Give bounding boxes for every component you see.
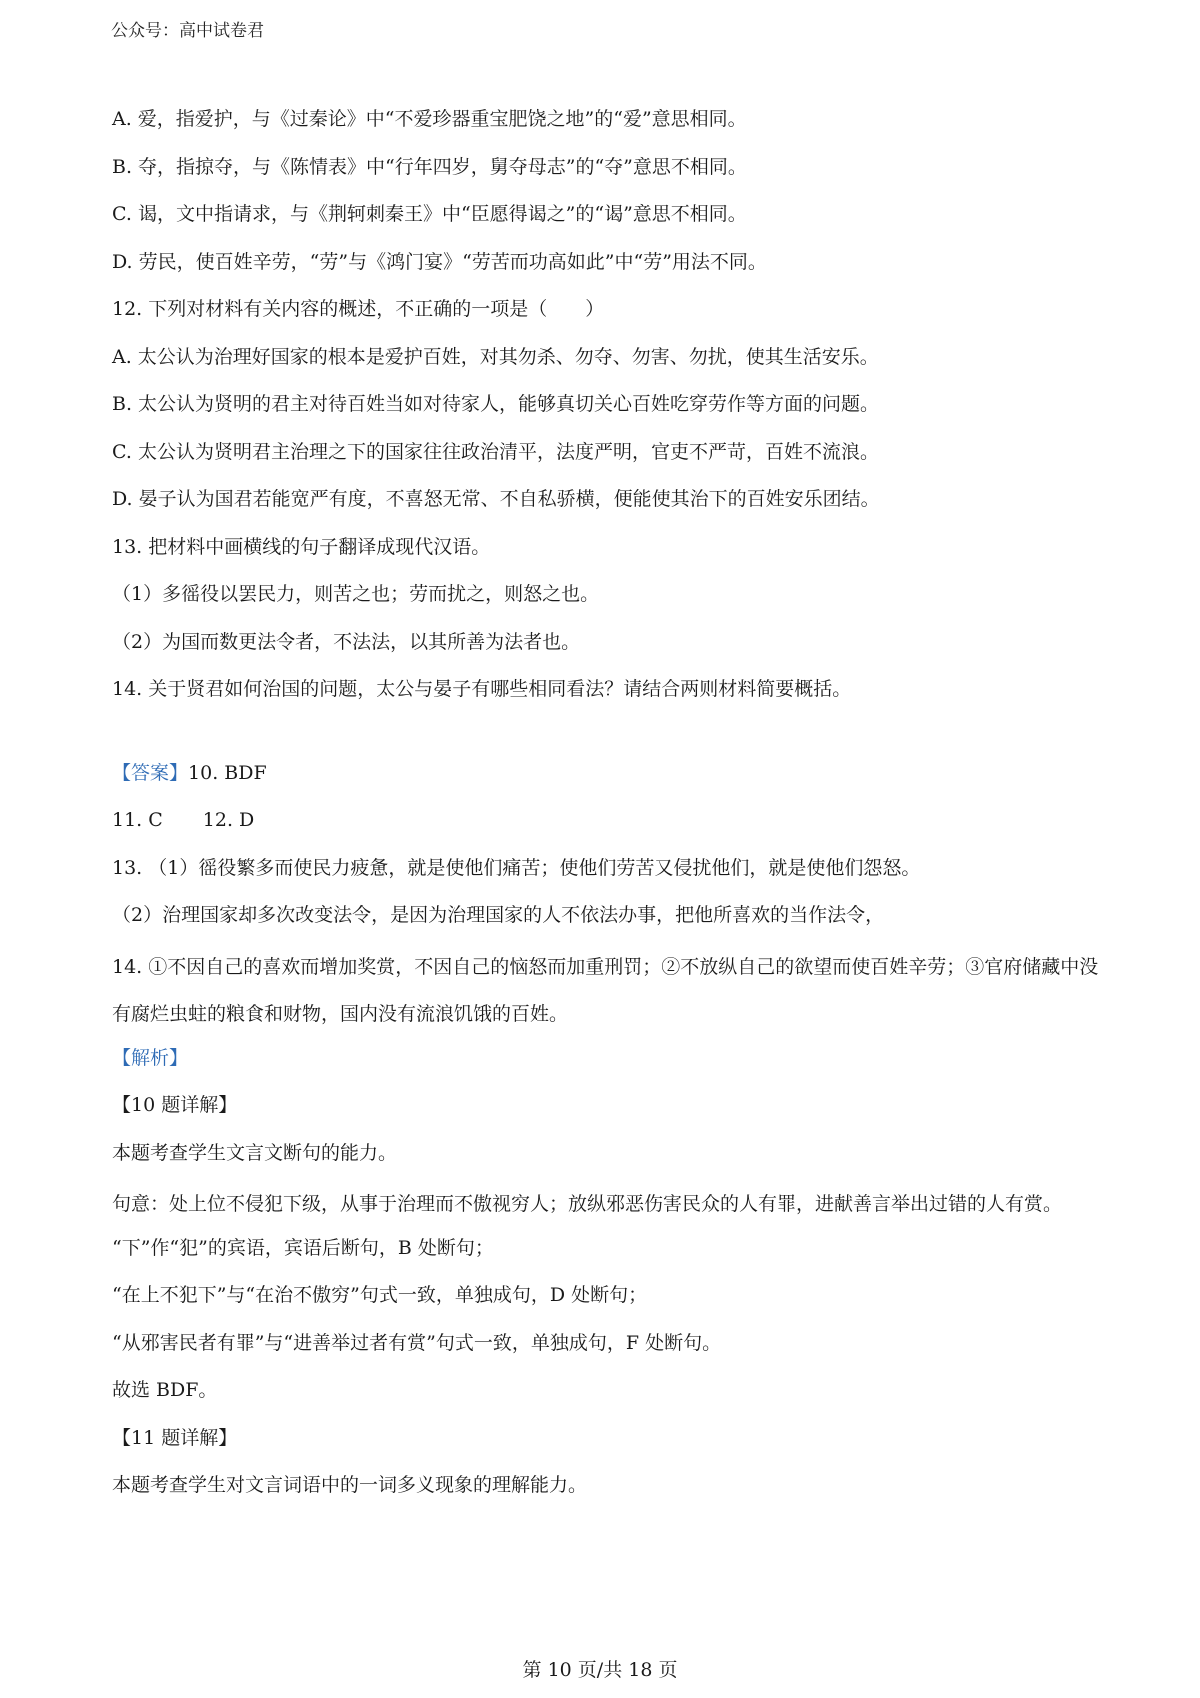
q14-stem: 14. 关于贤君如何治国的问题，太公与晏子有哪些相同看法？请结合两则材料简要概括。 bbox=[112, 678, 852, 700]
source-header: 公众号：高中试卷君 bbox=[111, 21, 264, 41]
q11-option-c: C. 谒，文中指请求，与《荆轲刺秦王》中“臣愿得谒之”的“谒”意思不相同。 bbox=[112, 203, 747, 225]
q13-stem: 13. 把材料中画横线的句子翻译成现代汉语。 bbox=[112, 535, 491, 558]
page-content bbox=[112, 100, 1102, 1514]
answer-q13-2: （2）治理国家却多次改变法令，是因为治理国家的人不依法办事，把他所喜欢的当作法令， bbox=[112, 904, 885, 926]
q12-option-d: D. 晏子认为国君若能宽严有度，不喜怒无常、不自私骄横，便能使其治下的百姓安乐团结。 bbox=[112, 488, 880, 510]
answer-q11: 11. C bbox=[112, 809, 163, 831]
analysis-q10-line: “下”作“犯”的宾语，宾语后断句，B 处断句； bbox=[112, 1236, 494, 1259]
q11-option-a: A. 爱，指爱护，与《过秦论》中“不爱珍器重宝肥饶之地”的“爱”意思相同。 bbox=[112, 108, 747, 130]
analysis-q10-line: 句意：处上位不侵犯下级，从事于治理而不傲视穷人；放纵邪恶伤害民众的人有罪，进献善言举出过错的人有赏。 bbox=[112, 1193, 1063, 1215]
analysis-q10-line: “在上不犯下”与“在治不傲穷”句式一致，单独成句，D 处断句； bbox=[112, 1284, 648, 1306]
answer-q14: 14. ①不因自己的喜欢而增加奖赏，不因自己的恼怒而加重刑罚；②不放纵自己的欲望而使百姓辛劳；③官府储藏中没有腐烂虫蛀的粮食和财物，国内没有流浪饥饿的百姓。 bbox=[112, 955, 1099, 1025]
analysis-q10-line: 本题考查学生文言文断句的能力。 bbox=[112, 1141, 398, 1164]
answer-q10: 10. BDF bbox=[188, 761, 267, 784]
q12-option-c: C. 太公认为贤明君主治理之下的国家往往政治清平，法度严明，官吏不严苛，百姓不流浪。 bbox=[112, 440, 879, 463]
analysis-q11-title: 【11 题详解】 bbox=[112, 1426, 238, 1449]
q13-item-1: （1）多徭役以罢民力，则苦之也；劳而扰之，则怒之也。 bbox=[112, 583, 600, 605]
q12-stem: 12. 下列对材料有关内容的概述，不正确的一项是（ ） bbox=[112, 298, 605, 320]
q12-option-a: A. 太公认为治理好国家的根本是爱护百姓，对其勿杀、勿夺、勿害、勿扰，使其生活安乐。 bbox=[112, 345, 879, 368]
page-number: 第 10 页/共 18 页 bbox=[522, 1659, 678, 1681]
answer-q13-1: 13. （1）徭役繁多而使民力疲惫，就是使他们痛苦；使他们劳苦又侵扰他们，就是使他们怨怒。 bbox=[112, 856, 921, 879]
q12-option-b: B. 太公认为贤明的君主对待百姓当如对待家人，能够真切关心百姓吃穿劳作等方面的问题。 bbox=[112, 393, 880, 415]
analysis-q11-line: 本题考查学生对文言词语中的一词多义现象的理解能力。 bbox=[112, 1474, 588, 1496]
answer-q12: 12. D bbox=[202, 809, 255, 831]
q11-option-b: B. 夺，指掠夺，与《陈情表》中“行年四岁，舅夺母志”的“夺”意思不相同。 bbox=[112, 155, 747, 178]
analysis-q10-line: 故选 BDF。 bbox=[112, 1379, 218, 1401]
analysis-q10-title: 【10 题详解】 bbox=[112, 1094, 238, 1116]
q13-item-2: （2）为国而数更法令者，不法法，以其所善为法者也。 bbox=[112, 630, 581, 653]
analysis-q10-line: “从邪害民者有罪”与“进善举过者有赏”句式一致，单独成句，F 处断句。 bbox=[112, 1331, 722, 1354]
answer-line-q11-q12 bbox=[112, 801, 1102, 849]
analysis-tag: 【解析】 bbox=[112, 1046, 189, 1069]
q11-option-d: D. 劳民，使百姓辛劳，“劳”与《鸿门宴》“劳苦而功高如此”中“劳”用法不同。 bbox=[112, 250, 767, 273]
answer-tag: 【答案】 bbox=[112, 761, 189, 784]
answer-line-q10 bbox=[112, 754, 1102, 802]
